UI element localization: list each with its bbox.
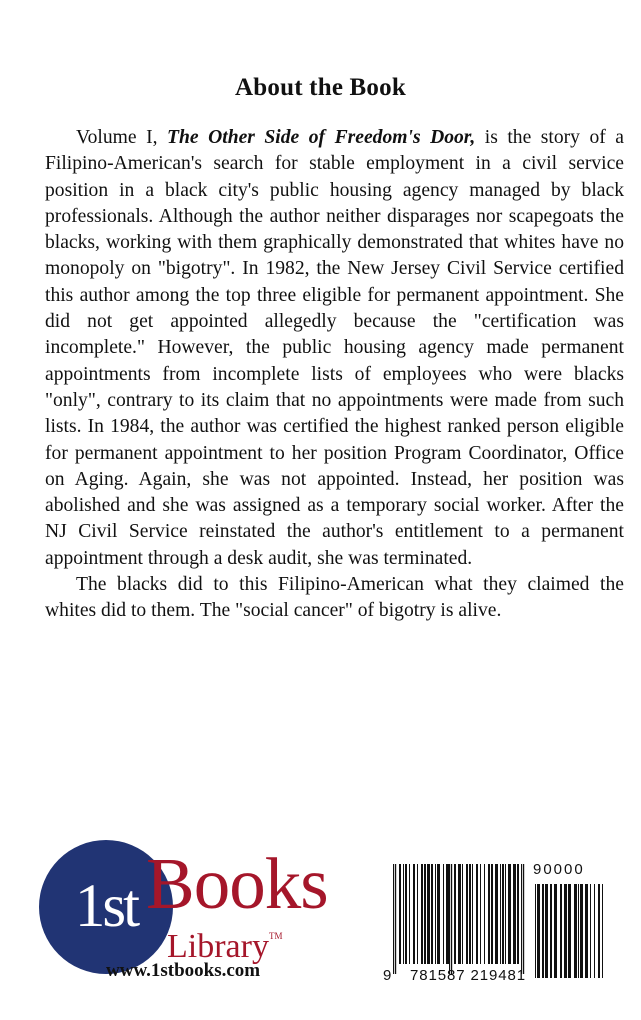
paragraph-2: The blacks did to this Filipino-American what they claimed the whites did to them. The "social cancer" of bigotry is alive. [45,574,624,622]
price-barcode-bar [594,884,595,978]
barcode-bar [517,864,519,964]
barcode-bar [399,864,401,964]
price-barcode-bar [585,884,588,978]
barcode-bar [403,864,404,964]
logo-circle-text: 1st [74,873,138,940]
trademark-mark: TM [268,931,283,941]
logo-library-word: Library [167,928,269,965]
barcode-bar [454,864,456,964]
barcode-bar [458,864,461,964]
para1-lead: Volume I, [76,127,168,148]
barcode-bar [508,864,511,964]
barcode-bar [424,864,426,964]
publisher-logo [36,835,366,995]
barcode-bar [495,864,498,964]
barcode-bar [405,864,407,964]
barcode-bar [417,864,418,964]
price-barcode-bar [574,884,577,978]
price-barcode-bar [602,884,603,978]
price-barcode-bar [537,884,540,978]
barcode-bars [375,860,525,978]
barcode-bar [431,864,433,964]
barcode-bar [505,864,506,964]
barcode-guard-bar [451,864,452,974]
barcode-bar [484,864,485,964]
barcode-bar [502,864,504,964]
barcode-bar [466,864,468,964]
logo-books-text: Books [146,843,328,924]
barcode-bar [480,864,481,964]
price-barcode-bar [578,884,579,978]
price-barcode-bar [560,884,562,978]
price-barcode-bar [590,884,591,978]
paragraph-1 [45,125,624,572]
barcode-bar [409,864,410,964]
barcode-guard-bar [523,864,524,974]
barcode-bar [435,864,436,964]
barcode-guard-bar [395,864,396,974]
price-barcode-bar [535,884,536,978]
about-text [45,125,624,625]
barcode-bar [443,864,444,964]
barcode-bar [469,864,471,964]
barcode-prefix-digit: 9 [383,967,393,984]
barcode-bar [476,864,478,964]
barcode-bar [491,864,493,964]
price-barcode-bar [550,884,552,978]
barcode-bar [421,864,423,964]
price-barcode-bar [598,884,600,978]
barcode-bar [462,864,463,964]
barcode-digits: 781587 219481 [410,967,526,984]
barcode-bar [472,864,473,964]
barcode-guard-bar [393,864,394,974]
barcode-bar [413,864,415,964]
isbn-barcode [375,860,610,985]
barcode-bar [488,864,490,964]
book-title: The Other Side of Freedom's Door, [167,127,476,148]
page-title: About the Book [235,74,406,101]
price-barcode-bar [564,884,567,978]
barcode-bar [427,864,430,964]
para1-rest: is the story of a Filipino-American's search for stable employment in a civil service position in a black city's public housing agency managed by black professionals. Although the author neither disparages nor scapegoats the blacks, working with them graphically demonstrated that whites have no monopoly on "bigotry". In 1982, the New Jersey Civil Service certified this author among the top three eligible for permanent appointment. She did not get appointed allegedly because the "certification was incomplete." However, the public housing agency made permanent appointments from incomplete lists of employees who were blacks "only", contrary to its claim that no appointments were made from such lists. In 1984, the author was certified the highest ranked person eligible for permanent appointment to her position Program Coordinator, Office on Aging. Again, she was not appointed. Instead, her position was abolished and she was assigned as a temporary social worker. After the NJ Civil Service reinstated the author's entitlement to a permanent appointment through a desk audit, she was terminated. [45,127,624,569]
barcode-bar [446,864,449,964]
barcode-guard-bar [521,864,522,974]
barcode-bar [513,864,516,964]
price-barcode-bar [580,884,583,978]
price-code: 90000 [533,861,585,878]
barcode-bar [437,864,440,964]
price-barcode-bar [568,884,571,978]
barcode-guard-bar [449,864,450,974]
price-barcode-bar [554,884,557,978]
publisher-website[interactable]: www.1stbooks.com [106,960,261,981]
logo-library-text [167,919,282,964]
barcode-bar [500,864,501,964]
price-barcode-bar [542,884,544,978]
price-barcode-bar [545,884,548,978]
